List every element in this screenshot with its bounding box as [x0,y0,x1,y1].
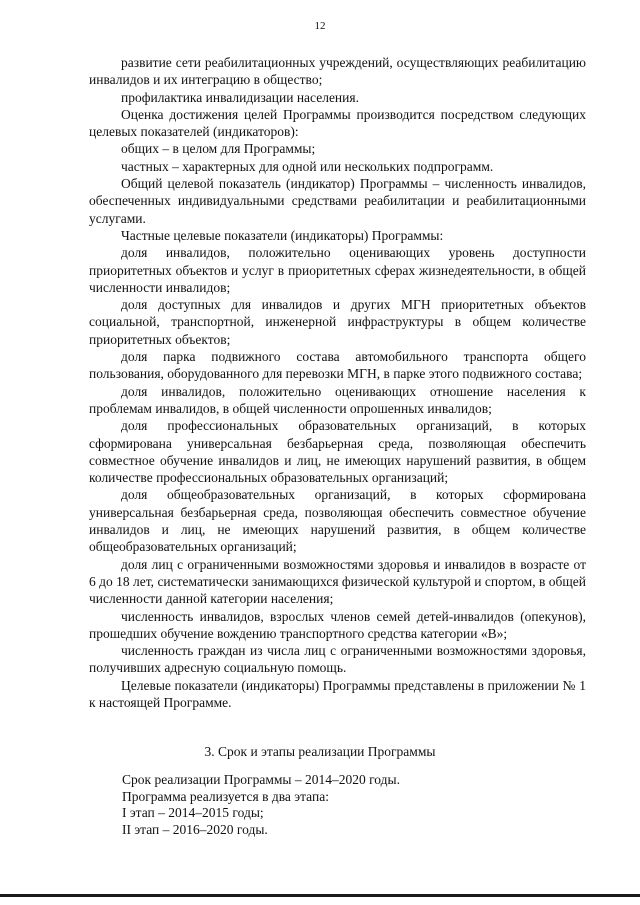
list-item: доля общеобразовательных организаций, в которых сформирована универсальная безбарьерная среда, позволяющая обеспечить совместное обучение инвалидов и лиц, не имеющих нарушений развития, в общем количестве общеобразовательных организаций; [89,487,586,555]
list-item: доля доступных для инвалидов и других МГН приоритетных объектов социальной, транспортной, инженерной инфраструктуры в общем количестве приоритетных объектов; [89,297,586,347]
paragraph: частных – характерных для одной или нескольких подпрограмм. [121,158,494,174]
page-number: 12 [314,20,326,32]
paragraph: развитие сети реабилитационных учреждений, осуществляющих реабилитацию инвалидов и их интеграцию в общество; [89,55,586,88]
paragraph: общих – в целом для Программы; [121,141,316,157]
timeline-line: Срок реализации Программы – 2014–2020 годы. [122,772,400,787]
paragraph: Оценка достижения целей Программы производится посредством следующих целевых показателей (индикаторов): [89,106,586,140]
list-item: численность граждан из числа лиц с ограниченными возможностями здоровья, получивших адресную социальную помощь. [89,643,586,676]
timeline-line: II этап – 2016–2020 годы. [122,821,268,837]
list-item: доля инвалидов, положительно оценивающих отношение населения к проблемам инвалидов, в общей численности опрошенных инвалидов; [89,383,586,416]
section-heading: 3. Срок и этапы реализации Программы [204,744,436,759]
timeline-line: Программа реализуется в два этапа: [122,788,329,804]
timeline-line: I этап – 2014–2015 годы; [122,805,264,821]
list-item: численность инвалидов, взрослых членов семей детей-инвалидов (опекунов), прошедших обучение вождению транспортного средства категории «В»; [89,608,586,641]
timeline-block [122,772,582,838]
list-item: доля инвалидов, положительно оценивающих уровень доступности приоритетных объектов и услуг в приоритетных сферах жизнедеятельности, в общей численности инвалидов; [89,245,586,295]
scan-edge-divider [0,894,640,897]
list-item: доля лиц с ограниченными возможностями здоровья и инвалидов в возрасте от 6 до 18 лет, систематически занимающихся физической культурой и спортом, в общей численности данной категории населения; [89,556,586,607]
list-item: доля профессиональных образовательных организаций, в которых сформирована универсальная безбарьерная среда, позволяющая обеспечить совместное обучение инвалидов и лиц, не имеющих нарушений развития, в общем количестве профессиональных образовательных организаций; [89,418,586,486]
paragraph: Частные целевые показатели (индикаторы) Программы: [121,227,444,243]
paragraph: профилактика инвалидизации населения. [121,89,359,105]
paragraph: Общий целевой показатель (индикатор) Программы – численность инвалидов, обеспеченных индивидуальными средствами реабилитации и реабилитационными услугами. [89,176,586,226]
body-text [89,54,586,711]
paragraph: Целевые показатели (индикаторы) Программы представлены в приложении № 1 к настоящей Программе. [89,677,586,710]
list-item: доля парка подвижного состава автомобильного транспорта общего пользования, оборудованного для перевозки МГН, в парке этого подвижного состава; [89,349,586,382]
